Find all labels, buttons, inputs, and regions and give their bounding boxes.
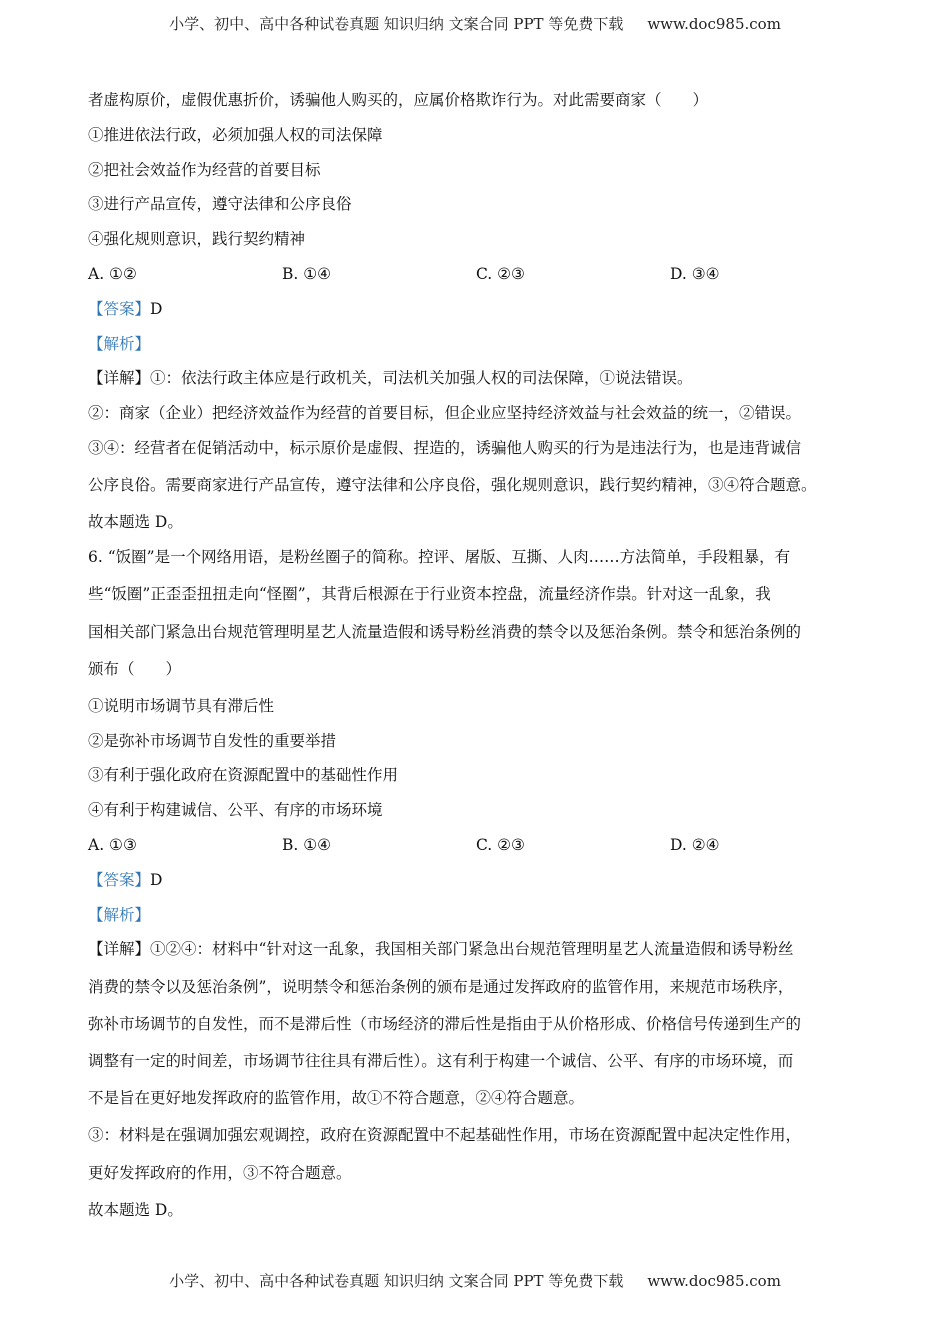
q6-item-1: ①说明市场调节具有滞后性: [88, 696, 275, 715]
q6-detail-7: 更好发挥政府的作用，③不符合题意。: [88, 1163, 352, 1182]
page-header: [0, 13, 950, 34]
q6-option-a: A. ①③: [88, 836, 137, 855]
q5-item-1: ①推进依法行政，必须加强人权的司法保障: [88, 125, 383, 144]
q5-option-d: D. ③④: [670, 264, 720, 283]
q5-stem-tail: 者虚构原价，虚假优惠折价，诱骗他人购买的，应属价格欺诈行为。对此需要商家（ ）: [88, 91, 709, 109]
q5-answer: [88, 295, 868, 330]
footer-site-link[interactable]: www.doc985.com: [647, 1272, 781, 1290]
q5-option-c: C. ②③: [476, 264, 525, 283]
q5-detail-2: ②：商家（企业）把经济效益作为经营的首要目标，但企业应坚持经济效益与社会效益的统一，②错误。: [88, 404, 802, 423]
q5-options: [88, 260, 868, 295]
question-6: [88, 543, 868, 692]
q5-detail-4: 公序良俗。需要商家进行产品宣传，遵守法律和公序良俗，强化规则意识，践行契约精神，③④符合题意。: [88, 476, 817, 495]
q6-stem-4: 颁布（ ）: [88, 659, 182, 678]
q6-conclusion: 故本题选 D。: [88, 1200, 183, 1219]
question-6-body: [88, 692, 868, 936]
q5-item-2: ②把社会效益作为经营的首要目标: [88, 160, 321, 179]
q6-detail-4: 调整有一定的时间差，市场调节往往具有滞后性）。这有利于构建一个诚信、公平、有序的市场环境，而: [88, 1052, 794, 1071]
q6-detail-3: 弥补市场调节的自发性，而不是滞后性（市场经济的滞后性是指由于从价格形成、价格信号传递到生产的: [88, 1014, 802, 1033]
q5-option-b: B. ①④: [282, 264, 332, 283]
q6-option-d: D. ②④: [670, 836, 720, 855]
footer-text: 小学、初中、高中各种试卷真题 知识归纳 文案合同 PPT 等免费下载: [169, 1272, 624, 1290]
q5-option-a: A. ①②: [88, 264, 137, 283]
q6-detail-text-1: ①②④：材料中“针对这一乱象，我国相关部门紧急出台规范管理明星艺人流量造假和诱导粉丝: [150, 940, 794, 959]
q5-item-4: ④强化规则意识，践行契约精神: [88, 230, 306, 249]
q6-analysis-tag: 【解析】: [88, 905, 151, 924]
q5-analysis-tag: 【解析】: [88, 334, 151, 353]
document-body: [88, 86, 868, 1233]
q5-detail-3: ③④：经营者在促销活动中，标示原价是虚假、捏造的，诱骗他人购买的行为是违法行为，也是违背诚信: [88, 438, 802, 457]
q6-options: [88, 831, 868, 866]
page-footer: [0, 1270, 950, 1291]
q5-answer-tag: 【答案】: [88, 299, 151, 318]
q6-stem-3: 国相关部门紧急出台规范管理明星艺人流量造假和诱导粉丝消费的禁令以及惩治条例。禁令和惩治条例的: [88, 622, 802, 641]
q6-stem-1: 6. “饭圈”是一个网络用语，是粉丝圈子的简称。控评、屠版、互撕、人肉……方法简单，手段粗暴，有: [88, 548, 791, 567]
q6-detail-1: [88, 935, 868, 972]
header-text: 小学、初中、高中各种试卷真题 知识归纳 文案合同 PPT 等免费下载: [169, 15, 624, 33]
question-5: [88, 86, 868, 543]
q5-detail-1: [88, 364, 868, 399]
q6-stem-2: 些“饭圈”正歪歪扭扭走向“怪圈”，其背后根源在于行业资本控盘，流量经济作祟。针对这一乱象，我: [88, 585, 771, 604]
q6-option-b: B. ①④: [282, 836, 332, 855]
question-6-detail: [88, 935, 868, 1233]
q6-detail-5: 不是旨在更好地发挥政府的监管作用，故①不符合题意，②④符合题意。: [88, 1089, 585, 1108]
q5-item-3: ③进行产品宣传，遵守法律和公序良俗: [88, 195, 352, 214]
q5-detail-text-1: ①：依法行政主体应是行政机关，司法机关加强人权的司法保障，①说法错误。: [150, 369, 693, 388]
q6-item-3: ③有利于强化政府在资源配置中的基础性作用: [88, 766, 399, 785]
q5-analysis: [88, 330, 868, 365]
q5-conclusion: 故本题选 D。: [88, 513, 183, 532]
q5-answer-value: D: [150, 299, 163, 318]
q6-answer: [88, 866, 868, 901]
q6-analysis: [88, 901, 868, 936]
q6-detail-6: ③：材料是在强调加强宏观调控，政府在资源配置中不起基础性作用，市场在资源配置中起决定性作用，: [88, 1126, 802, 1145]
q6-detail-tag: 【详解】: [88, 940, 151, 959]
q6-answer-value: D: [150, 870, 163, 889]
q5-detail-tag: 【详解】: [88, 369, 151, 388]
q6-item-2: ②是弥补市场调节自发性的重要举措: [88, 731, 337, 750]
q6-detail-2: 消费的禁令以及惩治条例”，说明禁令和惩治条例的颁布是通过发挥政府的监管作用，来规范市场秩序，: [88, 977, 794, 996]
q6-item-4: ④有利于构建诚信、公平、有序的市场环境: [88, 801, 383, 820]
header-site-link[interactable]: www.doc985.com: [647, 15, 781, 33]
q6-answer-tag: 【答案】: [88, 870, 151, 889]
q6-option-c: C. ②③: [476, 836, 525, 855]
